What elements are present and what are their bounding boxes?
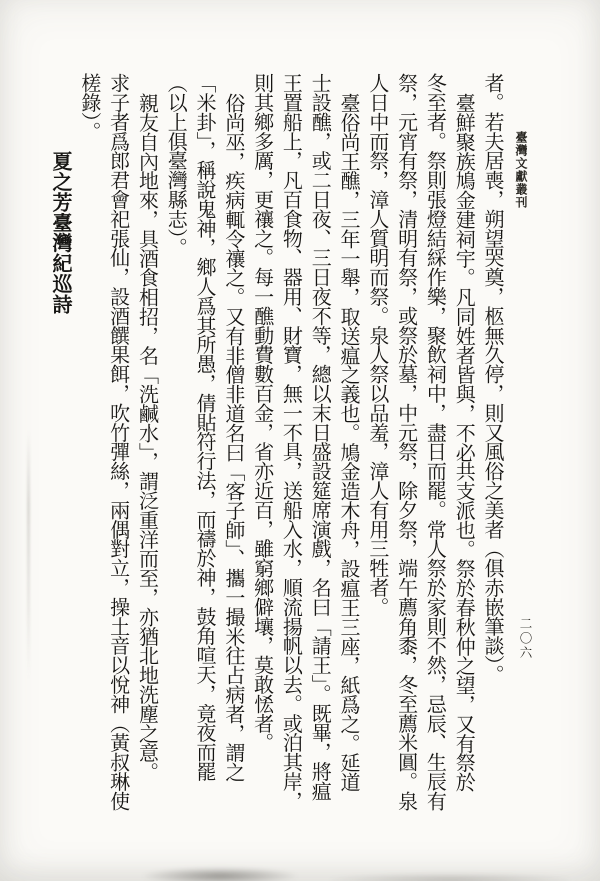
text-column: 士設醮，或二日夜、三日夜不等，總以末日盛設筵席演戲，名曰「請王」。既畢，將瘟 xyxy=(308,73,333,801)
text-column: 冬至者。祭則張燈結綵作樂，聚飲祠中，盡日而罷。常人祭於家則不然，忌辰、生辰有 xyxy=(423,73,448,811)
text-column: 者。若夫居喪，朔望哭奠，柩無久停，則又風俗之美者（俱赤嵌筆談）。 xyxy=(481,73,505,684)
scan-artifact-left-streak xyxy=(27,430,30,680)
text-column: 俗尚巫，疾病輒令禳之。又有非僧非道名曰「客子師」、攜一撮米往占病者，謂之 xyxy=(221,92,246,781)
section-heading: 夏之芳臺灣紀巡詩 xyxy=(49,151,74,315)
text-column: 槎錄）。 xyxy=(77,73,102,141)
text-column: 則其鄉多厲，更禳之。每一醮動費數百金，省亦近百，雖窮鄉僻壤，莫敢恡者。 xyxy=(250,73,275,753)
text-column: 人日中而祭，漳人質明而祭。泉人祭以品羞，漳人有用三牲者。 xyxy=(365,73,390,617)
text-column: 臺鮮聚族鳩金建祠宇。凡同姓者皆與，不必共支派也。祭於春秋仲之望，又有祭於 xyxy=(452,92,477,791)
text-column: （以上俱臺灣縣志）。 xyxy=(164,73,189,258)
scan-artifact-bottom-right-smudge xyxy=(330,873,570,881)
text-column: 「米卦」，稱說鬼神，鄉人爲其所愚，倩貼符行法，而禱於神，鼓角喧天，竟夜而罷 xyxy=(193,73,218,781)
text-column: 王置船上，凡百食物、器用、財寶，無一不具，送船入水，順流揚帆以去。或泊其岸， xyxy=(279,73,304,811)
text-column: 臺俗尚王醮，三年一舉，取送瘟之義也。鳩金造木舟，設瘟王三座，紙爲之。延道 xyxy=(337,92,362,791)
scan-artifact-bottom-smudge xyxy=(140,867,300,881)
text-columns xyxy=(45,73,507,873)
text-column: 祭，元宵有祭，清明有祭，或祭於墓，中元祭，除夕祭，端午薦角黍，冬至薦米圓。泉 xyxy=(394,73,419,811)
page-number: 二〇六 xyxy=(518,617,533,661)
text-column: 求子者爲郎君會祀張仙，設酒饌果餌，吹竹彈絲，兩偶對立，操土音以悅神（黃叔琳使 xyxy=(106,73,131,811)
running-header-title: 臺灣文獻叢刊 xyxy=(514,131,528,209)
text-column: 親友自內地來，具酒食相招，名「洗鹹水」，謂泛重洋而至，亦猶北地洗塵之意。 xyxy=(135,92,160,781)
